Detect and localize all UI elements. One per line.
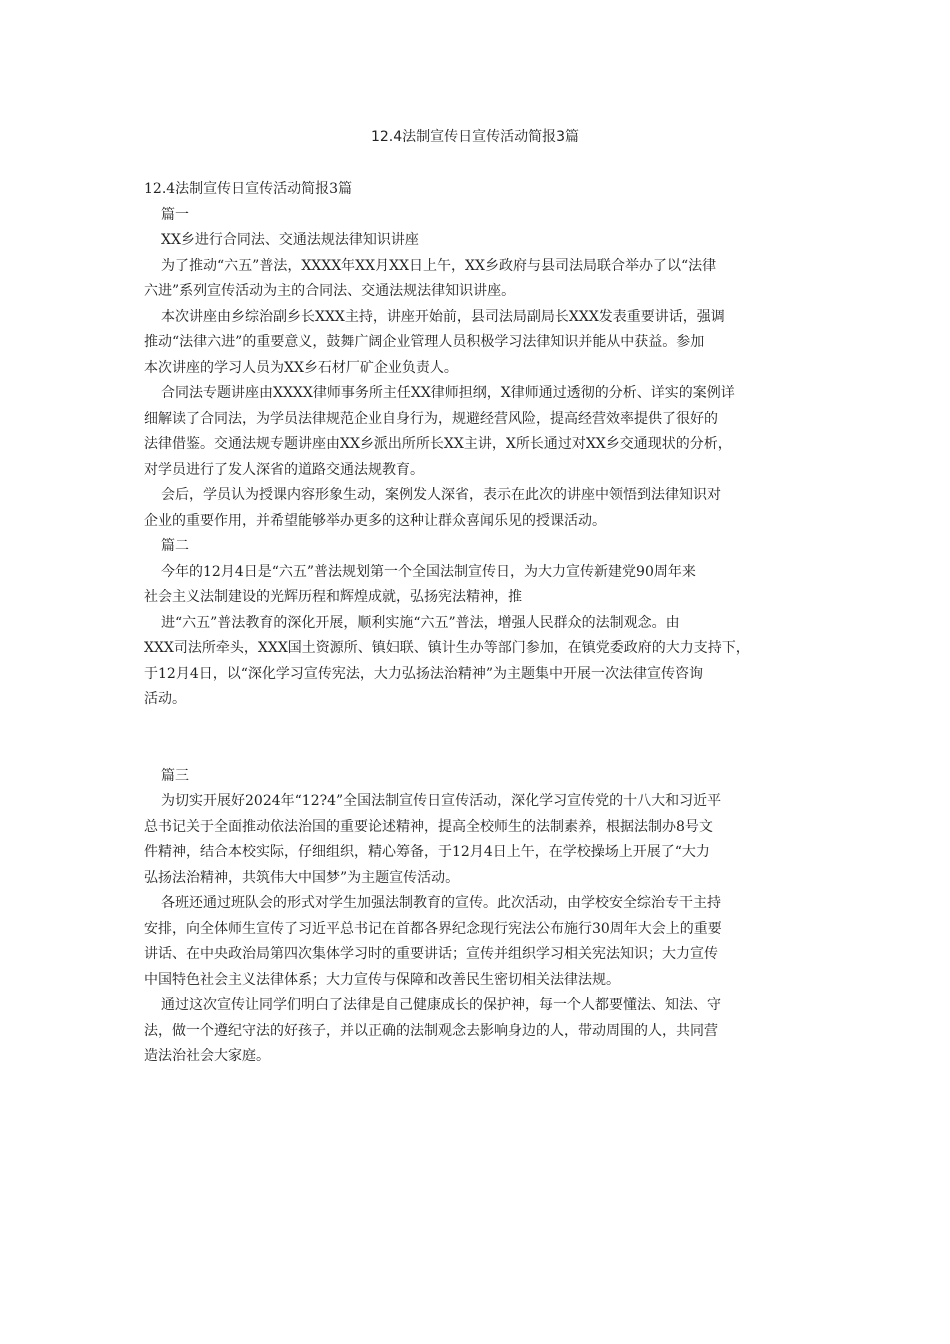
text-line: 细解读了合同法，为学员法律规范企业自身行为，规避经营风险，提高经营效率提供了很好的	[144, 410, 718, 427]
text-line: 讲话、在中央政治局第四次集体学习时的重要讲话；宣传并组织学习相关宪法知识；大力宣传	[144, 946, 718, 962]
text-line: 合同法专题讲座由XXXX律师事务所主任XX律师担纲，X律师通过透彻的分析、详实的案例详	[161, 385, 735, 401]
text-line: 今年的12月4日是“六五”普法规划第一个全国法制宣传日，为大力宣传新建党90周年来	[161, 563, 696, 580]
text-line: 本次讲座由乡综治副乡长XXX主持，讲座开始前，县司法局副局长XXX发表重要讲话，强调	[161, 308, 725, 325]
text-line: 会后，学员认为授课内容形象生动，案例发人深省，表示在此次的讲座中领悟到法律知识对	[161, 487, 721, 503]
section-heading-1: 篇一	[161, 206, 189, 223]
section-1-headline: XX乡进行合同法、交通法规法律知识讲座	[161, 232, 419, 248]
text-line: 于12月4日，以“深化学习宣传宪法，大力弘扬法治精神”为主题集中开展一次法律宣传咨询	[144, 665, 704, 682]
text-line: 安排，向全体师生宣传了习近平总书记在首都各界纪念现行宪法公布施行30周年大会上的重要	[144, 920, 722, 937]
text-line: 为了推动“六五”普法，XXXX年XX月XX日上午，XX乡政府与县司法局联合举办了以“法律	[161, 257, 717, 274]
document-body	[144, 177, 814, 1070]
text-line: 通过这次宣传让同学们明白了法律是自己健康成长的保护神，每一个人都要懂法、知法、守	[161, 997, 721, 1013]
text-line: 造法治社会大家庭。	[144, 1048, 270, 1064]
text-line: 法律借鉴。交通法规专题讲座由XX乡派出所所长XX主讲，X所长通过对XX乡交通现状的分析，	[144, 436, 732, 452]
page-title: 12.4法制宣传日宣传活动简报3篇	[370, 129, 580, 145]
section-heading-2: 篇二	[161, 538, 189, 554]
text-line: 本次讲座的学习人员为XX乡石材厂矿企业负责人。	[144, 359, 458, 376]
text-line: 总书记关于全面推动依法治国的重要论述精神，提高全校师生的法制素养，根据法制办8号文	[144, 818, 713, 835]
text-line: 为切实开展好2024年“12?4”全国法制宣传日宣传活动，深化学习宣传党的十八大和习近平	[161, 793, 722, 809]
text-line: 弘扬法治精神，共筑伟大中国梦”为主题宣传活动。	[144, 869, 460, 886]
section-heading-3: 篇三	[161, 767, 189, 784]
text-line: 活动。	[144, 691, 186, 707]
text-line: XXX司法所牵头，XXX国土资源所、镇妇联、镇计生办等部门参加，在镇党委政府的大力支持下，	[144, 640, 750, 656]
text-line: 六进”系列宣传活动为主的合同法、交通法规法律知识讲座。	[144, 283, 516, 299]
text-line: 件精神，结合本校实际，仔细组织，精心筹备，于12月4日上午，在学校操场上开展了“大力	[144, 844, 710, 860]
text-line: 对学员进行了发人深省的道路交通法规教育。	[144, 461, 424, 478]
text-line: 中国特色社会主义法律体系；大力宣传与保障和改善民生密切相关法律法规。	[144, 971, 620, 988]
text-line: 各班还通过班队会的形式对学生加强法制教育的宣传。此次活动，由学校安全综治专干主持	[161, 895, 721, 911]
text-line: 社会主义法制建设的光辉历程和辉煌成就，弘扬宪法精神，推	[144, 589, 522, 605]
text-line: 进“六五”普法教育的深化开展，顺利实施“六五”普法，增强人民群众的法制观念。由	[161, 614, 680, 631]
blank-gap	[144, 713, 814, 764]
text-line: 法，做一个遵纪守法的好孩子，并以正确的法制观念去影响身边的人，带动周围的人，共同营	[144, 1022, 718, 1039]
subtitle-line: 12.4法制宣传日宣传活动简报3篇	[144, 181, 353, 197]
text-line: 企业的重要作用，并希望能够举办更多的这种让群众喜闻乐见的授课活动。	[144, 512, 606, 529]
text-line: 推动“法律六进”的重要意义，鼓舞广阔企业管理人员积极学习法律知识并能从中获益。参加	[144, 334, 705, 350]
